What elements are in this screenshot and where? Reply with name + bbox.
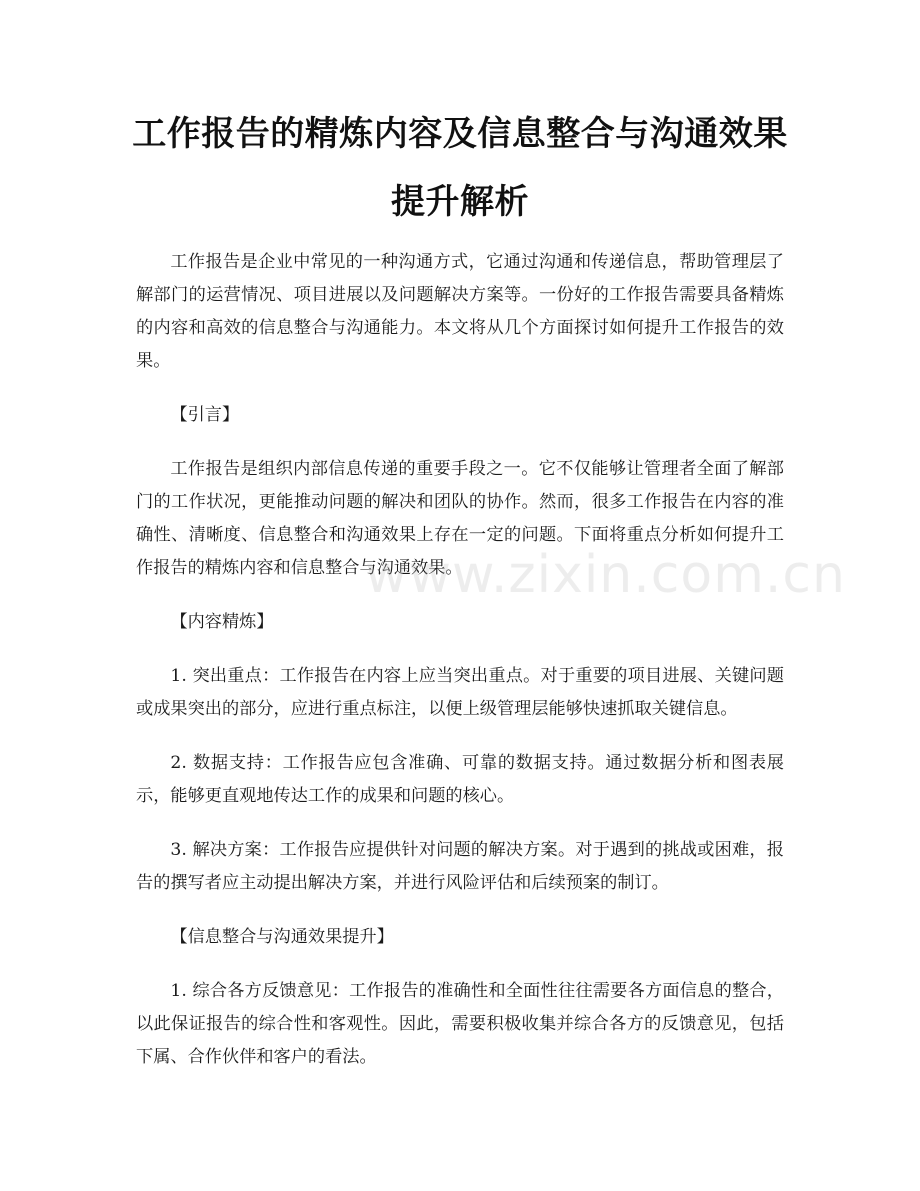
- list-item: 2. 数据支持：工作报告应包含准确、可靠的数据支持。通过数据分析和图表展示，能够更直观地传达工作的成果和问题的核心。: [136, 753, 784, 806]
- introduction-paragraph: 工作报告是组织内部信息传递的重要手段之一。它不仅能够让管理者全面了解部门的工作状况，更能推动问题的解决和团队的协作。然而，很多工作报告在内容的准确性、清晰度、信息整合和沟通效果上存在一定的问题。下面将重点分析如何提升工作报告的精炼内容和信息整合与沟通效果。: [136, 459, 784, 578]
- watermark: www.zixin.com.cn: [365, 545, 846, 605]
- section-heading-introduction: 【引言】: [170, 405, 240, 425]
- document-title: [100, 100, 820, 236]
- title-line-1: 工作报告的精炼内容及信息整合与沟通效果: [132, 114, 788, 154]
- list-item: 1. 综合各方反馈意见：工作报告的准确性和全面性往往需要各方面信息的整合，以此保证报告的综合性和客观性。因此，需要积极收集并综合各方的反馈意见，包括下属、合作伙伴和客户的看法。: [136, 981, 784, 1067]
- section-heading-content-refinement: 【内容精炼】: [170, 612, 274, 632]
- document-body: [136, 246, 784, 1095]
- list-item: 1. 突出重点：工作报告在内容上应当突出重点。对于重要的项目进展、关键问题或成果突出的部分，应进行重点标注，以便上级管理层能够快速抓取关键信息。: [136, 666, 784, 719]
- intro-paragraph: 工作报告是企业中常见的一种沟通方式，它通过沟通和传递信息，帮助管理层了解部门的运营情况、项目进展以及问题解决方案等。一份好的工作报告需要具备精炼的内容和高效的信息整合与沟通能力。本文将从几个方面探讨如何提升工作报告的效果。: [136, 252, 784, 371]
- list-item: 3. 解决方案：工作报告应提供针对问题的解决方案。对于遇到的挑战或困难，报告的撰写者应主动提出解决方案，并进行风险评估和后续预案的制订。: [136, 840, 784, 893]
- section-heading-integration: 【信息整合与沟通效果提升】: [170, 927, 394, 947]
- title-line-2: 提升解析: [391, 182, 529, 222]
